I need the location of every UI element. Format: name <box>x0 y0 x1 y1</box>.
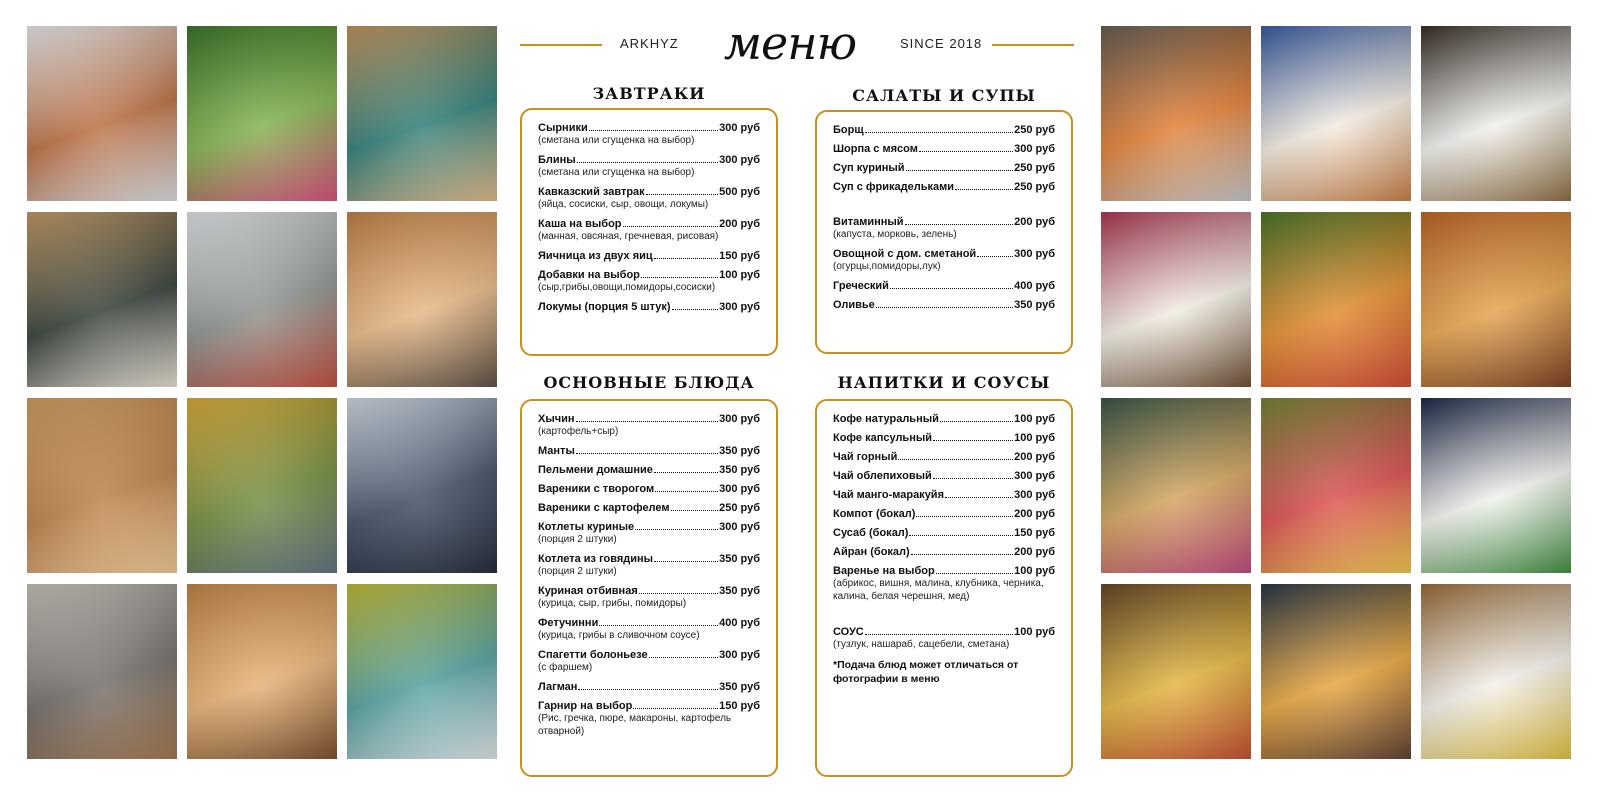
menu-item-price: 250 руб <box>1014 181 1055 193</box>
dot-leader <box>589 130 718 131</box>
salad-bowl-photo <box>1421 398 1571 573</box>
dumplings-book-photo <box>1261 26 1411 201</box>
dot-leader <box>936 573 1013 574</box>
menu-item <box>538 553 760 578</box>
dot-leader <box>865 132 1013 133</box>
menu-item-name: Фетучинни <box>538 617 599 629</box>
menu-item-description: (картофель+сыр) <box>538 426 619 437</box>
menu-title: меню <box>723 16 857 70</box>
dot-leader <box>639 593 718 594</box>
dot-leader <box>940 421 1013 422</box>
menu-item <box>538 502 760 514</box>
mains-box <box>520 399 778 777</box>
menu-item-price: 350 руб <box>719 585 760 597</box>
dot-leader <box>909 535 1013 536</box>
dot-leader <box>576 453 718 454</box>
menu-item-price: 200 руб <box>1014 546 1055 558</box>
menu-item-name: Овощной с дом. сметаной <box>833 248 977 260</box>
menu-item-name: Кофе капсульный <box>833 432 932 444</box>
menu-item <box>538 413 760 438</box>
menu-item <box>833 143 1055 155</box>
menu-item-description: (с фаршем) <box>538 662 593 673</box>
menu-item <box>538 122 760 147</box>
snow-stump-photo <box>347 398 497 573</box>
menu-item <box>538 445 760 457</box>
salads-soups-title: САЛАТЫ И СУПЫ <box>852 86 1036 105</box>
menu-item-price: 350 руб <box>1014 299 1055 311</box>
dot-leader <box>654 258 718 259</box>
snowy-cabin-photo <box>27 26 177 201</box>
plate-on-stump-photo <box>1421 26 1571 201</box>
dot-leader <box>576 421 719 422</box>
header-rule-left <box>520 44 602 46</box>
menu-item-price: 250 руб <box>1014 162 1055 174</box>
dot-leader <box>955 189 1013 190</box>
section-spacer <box>833 200 1055 216</box>
menu-item-name: Пельмени домашние <box>538 464 653 476</box>
menu-item <box>833 413 1055 425</box>
menu-item-name: Кофе натуральный <box>833 413 939 425</box>
menu-item-price: 200 руб <box>719 218 760 230</box>
menu-item-row <box>833 124 1055 136</box>
menu-item <box>833 299 1055 311</box>
dot-leader <box>672 309 719 310</box>
menu-item <box>538 700 760 738</box>
dot-leader <box>577 162 718 163</box>
menu-item <box>833 565 1055 603</box>
menu-item <box>538 483 760 495</box>
menu-item-description: (курица, сыр, грибы, помидоры) <box>538 598 687 609</box>
drinks-box <box>815 399 1073 777</box>
menu-item-price: 100 руб <box>719 269 760 281</box>
menu-item-name: Манты <box>538 445 575 457</box>
mango-tea-photo <box>1421 212 1571 387</box>
dot-leader <box>933 478 1013 479</box>
cabin-porch-photo <box>347 212 497 387</box>
menu-item-row <box>833 280 1055 292</box>
menu-item-name: Сусаб (бокал) <box>833 527 909 539</box>
dot-leader <box>906 170 1014 171</box>
menu-item-name: Варенье на выбор <box>833 565 935 577</box>
garden-flowers-photo <box>187 26 337 201</box>
menu-item-name: Добавки на выбор <box>538 269 640 281</box>
menu-item-row <box>538 413 760 425</box>
menu-item-price: 150 руб <box>719 250 760 262</box>
menu-item-price: 100 руб <box>1014 565 1055 577</box>
menu-item-row <box>833 489 1055 501</box>
menu-item-description: (абрикос, вишня, малина, клубника, черника, калина, белая черешня, мед) <box>833 578 1044 602</box>
shower-room-photo <box>27 584 177 759</box>
menu-item-name: Хычин <box>538 413 575 425</box>
porridge-flowers-photo <box>1101 212 1251 387</box>
menu-item-row <box>833 248 1055 260</box>
breakfast-title: ЗАВТРАКИ <box>592 84 706 103</box>
menu-item-name: СОУС <box>833 626 864 638</box>
location-label: ARKHYZ <box>620 36 679 51</box>
menu-item-price: 500 руб <box>719 186 760 198</box>
menu-item-price: 300 руб <box>719 301 760 313</box>
dot-leader <box>578 689 718 690</box>
dot-leader <box>655 491 718 492</box>
header-rule-right <box>992 44 1074 46</box>
dot-leader <box>876 307 1013 308</box>
dot-leader <box>916 516 1013 517</box>
menu-item-description: (Рис, гречка, пюре, макароны, картофель отварной) <box>538 713 732 737</box>
since-label: SINCE 2018 <box>900 36 983 51</box>
menu-item <box>833 546 1055 558</box>
menu-item <box>538 269 760 294</box>
menu-item-name: Чай горный <box>833 451 898 463</box>
right-photo-grid <box>1101 26 1571 759</box>
menu-item-row <box>538 649 760 661</box>
dot-leader <box>919 151 1013 152</box>
dot-leader <box>945 497 1013 498</box>
menu-item-price: 200 руб <box>1014 508 1055 520</box>
menu-item-description: (порция 2 штуки) <box>538 534 617 545</box>
menu-item-description: (манная, овсяная, гречневая, рисовая) <box>538 231 719 242</box>
menu-item <box>833 451 1055 463</box>
cake-flowers-photo <box>1261 398 1411 573</box>
menu-item-row <box>538 553 760 565</box>
menu-item-price: 200 руб <box>1014 451 1055 463</box>
menu-item-row <box>538 269 760 281</box>
snowy-forest-photo <box>187 212 337 387</box>
salads-list <box>833 216 1055 311</box>
menu-item-name: Суп с фрикадельками <box>833 181 955 193</box>
menu-item-price: 350 руб <box>719 445 760 457</box>
menu-item-row <box>833 546 1055 558</box>
menu-item-price: 350 руб <box>719 464 760 476</box>
dot-leader <box>633 708 718 709</box>
menu-item-description: (яйца, сосиски, сыр, овощи, локумы) <box>538 199 709 210</box>
disclaimer-note: *Подача блюд может отличаться от фотографии в меню <box>833 659 1019 685</box>
dot-leader <box>599 625 718 626</box>
autumn-cabin-photo <box>187 398 337 573</box>
drinks-title: НАПИТКИ И СОУСЫ <box>837 373 1051 392</box>
menu-item <box>538 301 760 313</box>
menu-item-description: (порция 2 штуки) <box>538 566 617 577</box>
cabin-interior-sofa-photo <box>347 26 497 201</box>
menu-item-price: 300 руб <box>719 483 760 495</box>
dining-room-photo <box>187 584 337 759</box>
menu-item-price: 300 руб <box>1014 489 1055 501</box>
menu-item-price: 300 руб <box>1014 248 1055 260</box>
menu-item-row <box>538 502 760 514</box>
menu-item-row <box>833 299 1055 311</box>
dot-leader <box>654 561 718 562</box>
dot-leader <box>671 510 719 511</box>
mains-title: ОСНОВНЫЕ БЛЮДА <box>543 373 755 392</box>
menu-item-description: (тузлук, нашараб, сацебели, сметана) <box>833 639 1010 650</box>
menu-item-price: 300 руб <box>719 649 760 661</box>
menu-item <box>833 432 1055 444</box>
left-photo-grid <box>27 26 497 759</box>
menu-item-price: 350 руб <box>719 553 760 565</box>
menu-item-row <box>538 250 760 262</box>
menu-item <box>833 162 1055 174</box>
menu-item <box>833 508 1055 520</box>
menu-item <box>538 464 760 476</box>
menu-item-name: Сырники <box>538 122 588 134</box>
menu-item <box>538 649 760 674</box>
menu-item <box>833 216 1055 241</box>
menu-item <box>833 527 1055 539</box>
dot-leader <box>635 529 718 530</box>
dot-leader <box>898 459 1013 460</box>
menu-item-description: (огурцы,помидоры,лук) <box>833 261 941 272</box>
menu-item <box>538 218 760 243</box>
dot-leader <box>649 657 718 658</box>
menu-item-row <box>833 216 1055 228</box>
fruit-platter-photo <box>1261 212 1411 387</box>
menu-item <box>833 124 1055 136</box>
menu-item-price: 300 руб <box>1014 143 1055 155</box>
menu-item <box>833 280 1055 292</box>
menu-item-price: 100 руб <box>1014 432 1055 444</box>
menu-item-name: Вареники с творогом <box>538 483 655 495</box>
menu-item-name: Борщ <box>833 124 864 136</box>
dot-leader <box>890 288 1013 289</box>
dot-leader <box>641 277 718 278</box>
menu-item <box>833 489 1055 501</box>
menu-item <box>538 250 760 262</box>
menu-item-row <box>833 181 1055 193</box>
salads-soups-box <box>815 110 1073 354</box>
menu-item-price: 150 руб <box>1014 527 1055 539</box>
menu-item-row <box>538 218 760 230</box>
dot-leader <box>911 554 1013 555</box>
menu-item-row <box>538 483 760 495</box>
menu-item-name: Чай манго-маракуйя <box>833 489 944 501</box>
menu-item <box>538 154 760 179</box>
menu-item-name: Шорпа с мясом <box>833 143 918 155</box>
menu-item-description: (сыр,грибы,овощи,помидоры,сосиски) <box>538 282 716 293</box>
menu-item-name: Каша на выбор <box>538 218 622 230</box>
dot-leader <box>646 194 718 195</box>
menu-item-price: 150 руб <box>719 700 760 712</box>
menu-item-row <box>833 626 1055 638</box>
soups-list <box>833 124 1055 193</box>
menu-item-row <box>833 470 1055 482</box>
menu-item-name: Локумы (порция 5 штук) <box>538 301 671 313</box>
menu-item-name: Айран (бокал) <box>833 546 910 558</box>
menu-item-price: 400 руб <box>719 617 760 629</box>
menu-item-row <box>538 154 760 166</box>
menu-item-name: Гарнир на выбор <box>538 700 633 712</box>
menu-item-name: Вареники с картофелем <box>538 502 670 514</box>
menu-item-row <box>538 700 760 712</box>
dot-leader <box>905 224 1014 225</box>
breakfast-list <box>538 122 760 313</box>
menu-item-name: Блины <box>538 154 576 166</box>
menu-item-row <box>833 413 1055 425</box>
wooden-wardrobe-photo <box>27 398 177 573</box>
menu-item-name: Чай облепиховый <box>833 470 932 482</box>
wooden-box-tea-set-photo <box>27 212 177 387</box>
menu-item-row <box>538 521 760 533</box>
menu-item-price: 300 руб <box>1014 470 1055 482</box>
menu-item <box>538 681 760 693</box>
menu-header <box>520 16 1075 70</box>
dot-leader <box>977 256 1013 257</box>
menu-item-row <box>833 162 1055 174</box>
menu-item-price: 250 руб <box>1014 124 1055 136</box>
breakfast-table-photo <box>1101 398 1251 573</box>
menu-item-name: Компот (бокал) <box>833 508 916 520</box>
menu-item-price: 400 руб <box>1014 280 1055 292</box>
menu-item-name: Котлета из говядины <box>538 553 654 565</box>
menu-item-description: (сметана или сгущенка на выбор) <box>538 167 695 178</box>
menu-item-description: (курица, грибы в сливочном соусе) <box>538 630 700 641</box>
menu-item-price: 100 руб <box>1014 413 1055 425</box>
menu-item-row <box>538 445 760 457</box>
menu-item-price: 350 руб <box>719 681 760 693</box>
syrniki-plate-photo <box>1421 584 1571 759</box>
menu-item-name: Спагетти болоньезе <box>538 649 648 661</box>
menu-item-row <box>538 617 760 629</box>
menu-item-name: Котлеты куриные <box>538 521 635 533</box>
menu-item-row <box>833 508 1055 520</box>
drinks-list <box>833 413 1055 603</box>
menu-item-row <box>833 432 1055 444</box>
menu-item <box>538 186 760 211</box>
dot-leader <box>865 634 1013 635</box>
menu-item-row <box>538 301 760 313</box>
menu-item-price: 250 руб <box>719 502 760 514</box>
menu-item-row <box>538 681 760 693</box>
menu-item-row <box>538 464 760 476</box>
sauce-list <box>833 626 1055 651</box>
menu-item <box>538 585 760 610</box>
pastry-plate-photo <box>1101 26 1251 201</box>
menu-item <box>833 626 1055 651</box>
menu-item-price: 300 руб <box>719 521 760 533</box>
menu-item-name: Оливье <box>833 299 875 311</box>
menu-item-name: Суп куриный <box>833 162 905 174</box>
mug-on-moss-photo <box>347 584 497 759</box>
menu-item <box>833 470 1055 482</box>
menu-item-row <box>833 451 1055 463</box>
menu-item-description: (сметана или сгущенка на выбор) <box>538 135 695 146</box>
menu-item-price: 300 руб <box>719 413 760 425</box>
menu-item-price: 300 руб <box>719 122 760 134</box>
menu-item-row <box>833 565 1055 577</box>
breakfast-box <box>520 108 778 356</box>
menu-item-name: Лагман <box>538 681 578 693</box>
menu-item <box>833 181 1055 193</box>
menu-item <box>538 617 760 642</box>
menu-item-price: 200 руб <box>1014 216 1055 228</box>
dot-leader <box>933 440 1013 441</box>
menu-item-price: 100 руб <box>1014 626 1055 638</box>
menu-item-name: Греческий <box>833 280 889 292</box>
section-spacer <box>833 610 1055 626</box>
menu-item <box>538 521 760 546</box>
menu-item-row <box>538 122 760 134</box>
menu-item-row <box>538 585 760 597</box>
menu-item-row <box>833 527 1055 539</box>
tea-mug-fruits-photo <box>1261 584 1411 759</box>
menu-item-row <box>833 143 1055 155</box>
menu-item <box>833 248 1055 273</box>
menu-item-name: Куриная отбивная <box>538 585 638 597</box>
menu-item-name: Витаминный <box>833 216 904 228</box>
menu-item-price: 300 руб <box>719 154 760 166</box>
menu-item-row <box>538 186 760 198</box>
menu-item-name: Яичница из двух яиц <box>538 250 653 262</box>
lagman-plate-photo <box>1101 584 1251 759</box>
mains-list <box>538 413 760 738</box>
dot-leader <box>623 226 719 227</box>
menu-item-description: (капуста, морковь, зелень) <box>833 229 957 240</box>
menu-item-name: Кавказский завтрак <box>538 186 645 198</box>
dot-leader <box>654 472 718 473</box>
